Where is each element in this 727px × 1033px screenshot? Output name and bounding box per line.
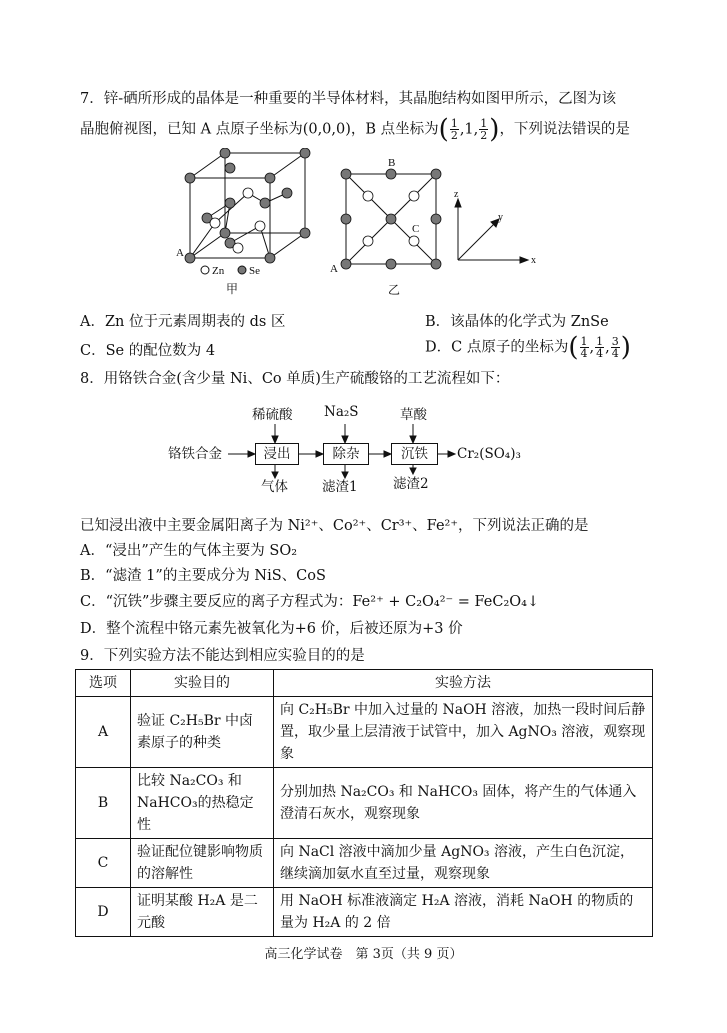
row-method: 用 NaOH 标准液滴定 H₂A 溶液，消耗 NaOH 的物质的量为 H₂A 的 2 倍	[274, 888, 653, 937]
q7-options-row2	[80, 332, 660, 363]
q7-stem-line2-a: 晶胞俯视图，已知 A 点原子坐标为(0,0,0)，B 点坐标为	[80, 121, 439, 138]
yi-label-a: A	[330, 263, 338, 275]
row-option: B	[76, 768, 131, 839]
row-goal: 比较 Na₂CO₃ 和 NaHCO₃的热稳定性	[131, 768, 274, 839]
table-header-row	[76, 670, 653, 697]
legend-zn: Zn	[212, 265, 225, 277]
page-footer: 高三化学试卷 第 3页（共 9 页）	[264, 947, 463, 962]
yi-caption: 乙	[388, 283, 401, 297]
jia-label-a: A	[176, 247, 184, 259]
flow-out-1: 气体	[261, 479, 288, 495]
legend-se: Se	[249, 265, 260, 277]
table-row	[76, 697, 653, 768]
yi-label-b: B	[388, 157, 396, 169]
table-row	[76, 768, 653, 839]
flow-reagent-2: Na₂S	[324, 404, 359, 420]
b-coord-mid: ,1,	[459, 121, 479, 138]
b-coord-frac2: $\frac{1}{2}$	[480, 117, 488, 142]
experiment-table	[75, 669, 653, 937]
row-goal: 验证 C₂H₅Br 中卤素原子的种类	[131, 697, 274, 768]
q7-option-a: A．Zn 位于元素周期表的 ds 区	[80, 314, 286, 330]
flow-product: Cr₂(SO₄)₃	[457, 446, 521, 462]
flow-reagent-1: 稀硫酸	[252, 407, 293, 423]
q8-option-d: D．整个流程中铬元素先被氧化为+6 价，后被还原为+3 价	[80, 621, 463, 637]
row-option: C	[76, 839, 131, 888]
paren-right: )	[489, 114, 500, 145]
q8-option-a: A．“浸出”产生的气体主要为 SO₂	[80, 543, 298, 559]
top-view-diagram	[328, 152, 548, 298]
row-goal: 证明某酸 H₂A 是二元酸	[131, 888, 274, 937]
flow-out-2: 滤渣1	[322, 479, 358, 495]
table-row	[76, 839, 653, 888]
flow-step-iron-precip: 沉铁	[391, 443, 438, 465]
axis-x-label: x	[531, 255, 536, 266]
flow-out-3: 滤渣2	[393, 476, 429, 492]
flow-step-purify: 除杂	[323, 443, 369, 465]
b-coord-frac1: $\frac{1}{2}$	[450, 117, 458, 142]
row-option: D	[76, 888, 131, 937]
paren-left: (	[438, 114, 449, 145]
row-option: A	[76, 697, 131, 768]
q7-option-b: B．该晶体的化学式为 ZnSe	[425, 314, 609, 330]
flow-reagent-3: 草酸	[400, 407, 427, 423]
q7-stem-line2	[80, 114, 657, 145]
q8-option-c: C．“沉铁”步骤主要反应的离子方程式为：Fe²⁺ + C₂O₄²⁻ = FeC₂O₄↓	[80, 594, 540, 610]
col-header-goal: 实验目的	[131, 670, 274, 697]
unit-cell-diagram	[170, 148, 320, 298]
col-header-option: 选项	[76, 670, 131, 697]
q8-stem: 8．用铬铁合金(含少量 Ni、Co 单质)生产硫酸铬的工艺流程如下：	[80, 371, 510, 387]
q7-option-c: C．Se 的配位数为 4	[80, 343, 216, 359]
q7-stem-line1: 7．锌-硒所形成的晶体是一种重要的半导体材料，其晶胞结构如图甲所示，乙图为该	[80, 91, 617, 107]
flow-start: 铬铁合金	[168, 446, 222, 462]
col-header-method: 实验方法	[274, 670, 653, 697]
q8-option-b: B．“滤渣 1”的主要成分为 NiS、CoS	[80, 568, 326, 584]
q9-stem: 9．下列实验方法不能达到相应实验目的的是	[80, 648, 365, 664]
table-row	[76, 888, 653, 937]
axis-z-label: z	[454, 189, 459, 200]
row-method: 向 C₂H₅Br 中加入过量的 NaOH 溶液，加热一段时间后静置，取少量上层清液于试管中，加入 AgNO₃ 溶液，观察现象	[274, 697, 653, 768]
row-method: 分别加热 Na₂CO₃ 和 NaHCO₃ 固体，将产生的气体通入澄清石灰水，观察现象	[274, 768, 653, 839]
row-goal: 验证配位键影响物质的溶解性	[131, 839, 274, 888]
jia-caption: 甲	[226, 282, 239, 296]
flow-step-leach: 浸出	[255, 443, 299, 465]
q7-options-row1	[80, 311, 660, 333]
axis-y-label: y	[498, 212, 503, 223]
process-flow-diagram	[160, 398, 560, 495]
q7-option-d: D．C 点原子的坐标为( $\frac{1}{4}$ , $\frac{1}{4}$ , $\frac{3}{4}$ )	[425, 332, 631, 363]
q8-info: 已知浸出液中主要金属阳离子为 Ni²⁺、Co²⁺、Cr³⁺、Fe²⁺，下列说法正确的是	[80, 518, 589, 534]
row-method: 向 NaCl 溶液中滴加少量 AgNO₃ 溶液，产生白色沉淀，继续滴加氨水直至过量，观察现象	[274, 839, 653, 888]
yi-label-c: C	[412, 223, 420, 235]
q7-stem-line2-b: ，下列说法错误的是	[499, 121, 630, 138]
